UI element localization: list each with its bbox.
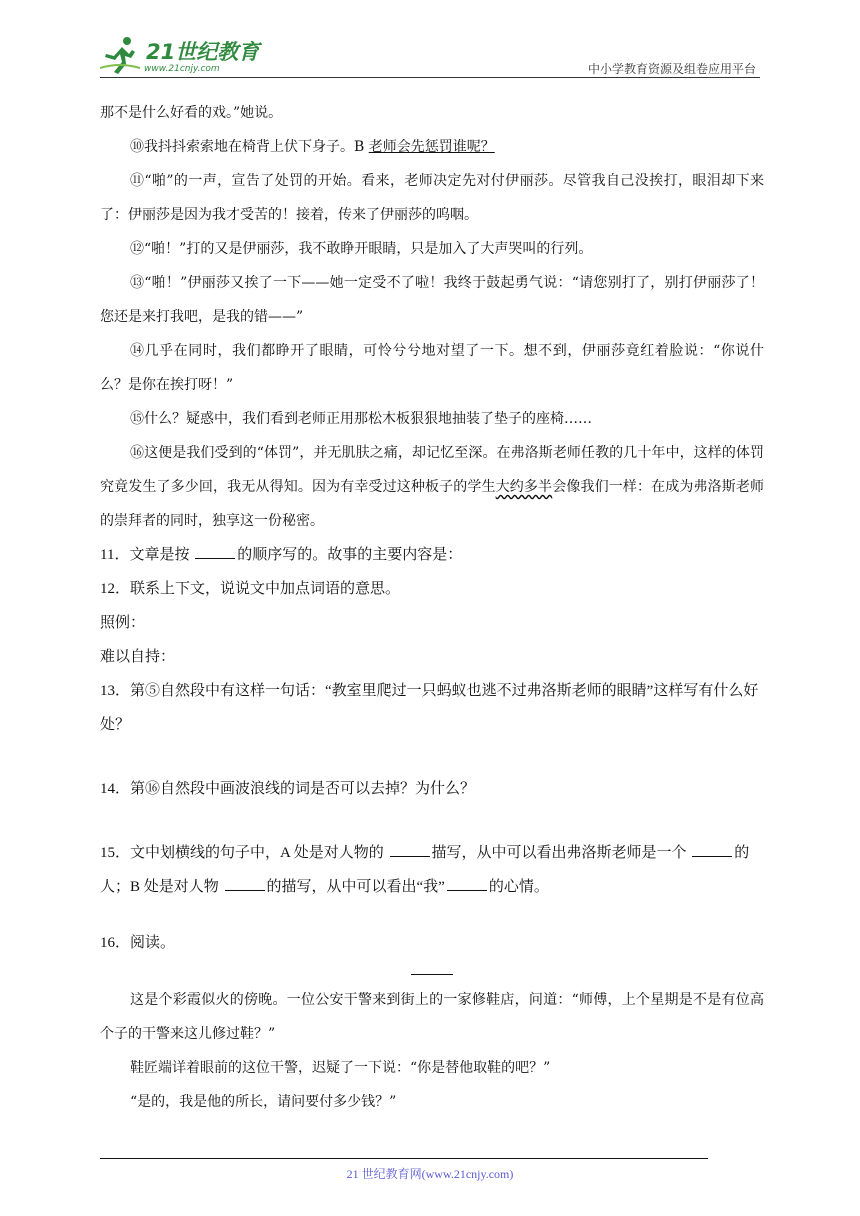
answer-blank[interactable] — [692, 842, 732, 857]
question-13: 13．第⑤自然段中有这样一句话：“教室里爬过一只蚂蚁也逃不过弗洛斯老师的眼睛”这样写有什么好处？ — [100, 683, 759, 733]
question-11-text: 11．文章是按 — [100, 547, 194, 563]
reading-paragraph-1: 这是个彩霞似火的傍晚。一位公安干警来到街上的一家修鞋店，问道：“师傅，上个星期是不是有位高个子的干警来这儿修过鞋？” — [100, 992, 764, 1042]
paragraph-16-text: ⑯这便是我们受到的“体罚”，并无肌肤之痛，却记忆至深。在弗洛斯老师任教的几十年中，这样的体罚究竟发生了多少回，我无从得知。因为有幸受过这种板子的学生 — [100, 445, 764, 495]
footer-divider — [100, 1158, 708, 1159]
title-blank-line — [411, 974, 453, 975]
question-15-text: 的描写，从中可以看出“我” — [266, 879, 445, 895]
underlined-sentence-b: 老师会先惩罚谁呢？ — [368, 139, 495, 155]
paragraph-14: ⑭几乎在同时，我们都睁开了眼睛，可怜兮兮地对望了一下。想不到，伊丽莎竟红着脸说：“你说什么？是你在挨打呀！” — [100, 343, 764, 393]
question-11 — [100, 538, 764, 572]
question-16: 16．阅读。 — [100, 935, 176, 951]
paragraph-13: ⑬“啪！”伊丽莎又挨了一下——她一定受不了啦！我终于鼓起勇气说：“请您别打了，别打伊丽莎了！您还是来打我吧，是我的错——” — [100, 275, 764, 325]
question-15-text: 15．文中划横线的句子中，A 处是对人物的 — [100, 845, 388, 861]
question-14: 14．第⑯自然段中画波浪线的词是否可以去掉？为什么？ — [100, 781, 476, 797]
question-15-text: 描写，从中可以看出弗洛斯老师是一个 — [431, 845, 691, 861]
paragraph-11: ⑪“啪”的一声，宣告了处罚的开始。看来，老师决定先对付伊丽莎。尽管我自己没挨打，眼泪却下来了：伊丽莎是因为我才受苦的！接着，传来了伊丽莎的呜咽。 — [100, 173, 764, 223]
site-logo — [100, 34, 270, 78]
question-15-text: 的人；B 处是对人物 — [100, 845, 750, 895]
answer-blank[interactable] — [225, 876, 265, 891]
footer-text: 21 世纪教育网(www.21cnjy.com) — [346, 1167, 514, 1181]
reading-paragraph-2: 鞋匠端详着眼前的这位干警，迟疑了一下说：“你是替他取鞋的吧？” — [130, 1060, 551, 1076]
question-15-text: 的心情。 — [488, 879, 549, 895]
answer-space — [100, 742, 764, 772]
logo-url: www.21cnjy.com — [144, 64, 220, 74]
paragraph-16 — [100, 436, 764, 538]
question-12-item-b: 难以自持： — [100, 649, 176, 665]
platform-name: 中小学教育资源及组卷应用平台 — [587, 62, 756, 76]
paragraph-16-end: 会像我们一样：在成为弗洛斯老师的崇拜者的同时，独享这一份秘密。 — [100, 479, 765, 529]
reading-paragraph-3: “是的，我是他的所长，请问要付多少钱？” — [130, 1094, 397, 1110]
answer-space — [100, 904, 764, 926]
paragraph-12: ⑫“啪！”打的又是伊丽莎，我不敢睁开眼睛，只是加入了大声哭叫的行列。 — [130, 241, 593, 257]
answer-space — [100, 806, 764, 836]
document-body — [100, 96, 764, 1119]
paragraph-continuation: 那不是什么好看的戏。”她说。 — [100, 105, 283, 121]
runner-logo-icon — [100, 34, 144, 78]
wavy-underlined-word: 大约多半 — [495, 479, 553, 495]
page-header — [100, 30, 760, 80]
question-11-text-end: 的顺序写的。故事的主要内容是： — [237, 547, 463, 563]
answer-blank[interactable] — [447, 876, 487, 891]
answer-blank[interactable] — [390, 842, 430, 857]
question-15 — [100, 836, 764, 904]
logo-text: 21世纪教育 — [146, 40, 260, 64]
question-12-item-a: 照例： — [100, 615, 146, 631]
paragraph-15: ⑮什么？疑惑中，我们看到老师正用那松木板狠狠地抽装了垫子的座椅…… — [130, 411, 592, 427]
header-divider — [100, 77, 760, 78]
question-12: 12．联系上下文，说说文中加点词语的意思。 — [100, 581, 401, 597]
paragraph-10 — [100, 130, 764, 164]
answer-blank[interactable] — [195, 544, 235, 559]
paragraph-10-text: ⑩我抖抖索索地在椅背上伏下身子。B — [130, 139, 369, 155]
